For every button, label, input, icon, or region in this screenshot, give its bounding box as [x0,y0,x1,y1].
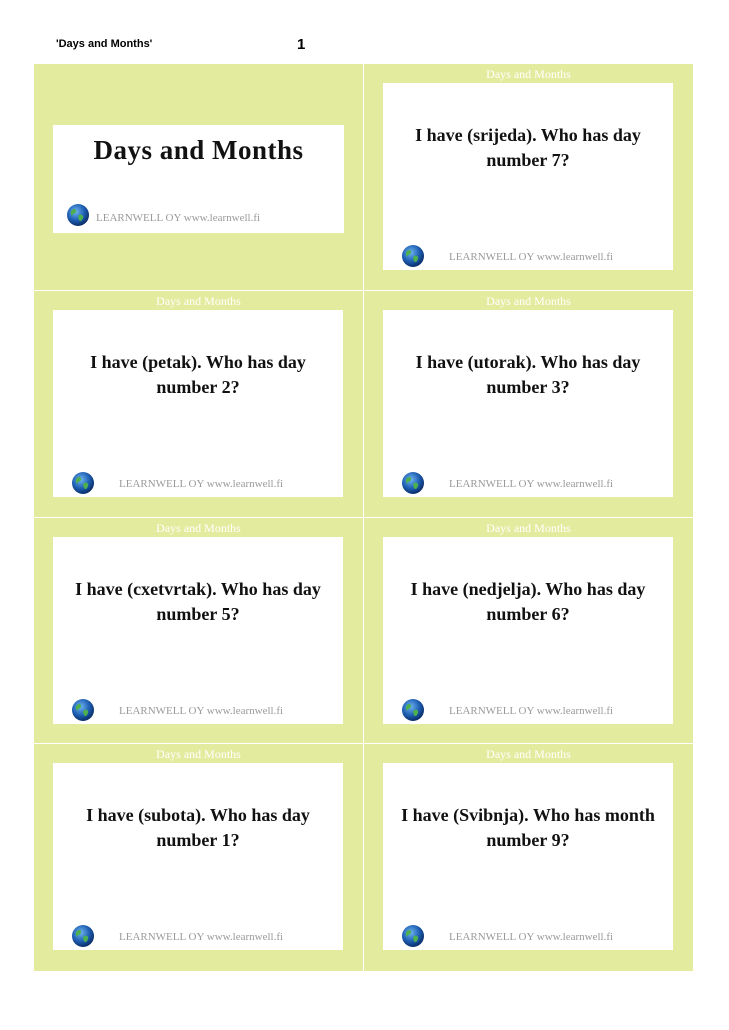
document-header-title: 'Days and Months' [56,38,153,50]
globe-icon [71,471,95,495]
title-card-panel [53,125,344,233]
globe-icon [401,924,425,948]
card [364,64,693,290]
card [364,518,693,744]
card-top-label: Days and Months [156,747,241,761]
card-footer [383,701,673,725]
card-panel [53,537,343,724]
card-footer-text: LEARNWELL OY www.learnwell.fi [119,931,284,943]
card-panel [53,310,343,497]
card [34,291,363,517]
card-footer-text: LEARNWELL OY www.learnwell.fi [449,705,614,717]
card-panel [383,763,673,950]
card-question: I have (utorak). Who has day number 3? [415,352,641,397]
card-question: I have (cxetvrtak). Who has day number 5? [75,579,321,624]
card-question: I have (srijeda). Who has day number 7? [415,125,641,170]
card-top-label: Days and Months [486,67,571,81]
card-footer [383,247,673,271]
card-footer [383,474,673,498]
card-footer-text: LEARNWELL OY www.learnwell.fi [449,251,614,263]
card-top-label: Days and Months [486,521,571,535]
card-question: I have (subota). Who has day number 1? [86,805,310,850]
card [34,744,363,970]
card-panel [383,310,673,497]
card [34,518,363,744]
card-footer [53,927,343,951]
card-panel [383,83,673,270]
globe-icon [66,203,90,227]
title-card-heading: Days and Months [93,135,304,165]
card-question: I have (nedjelja). Who has day number 6? [410,579,646,624]
card-question: I have (Svibnja). Who has month number 9? [401,805,655,850]
card-footer [53,474,343,498]
globe-icon [401,698,425,722]
card-top-label: Days and Months [156,294,241,308]
globe-icon [71,698,95,722]
card-footer-text: LEARNWELL OY www.learnwell.fi [449,931,614,943]
card [364,744,693,970]
card-panel [383,537,673,724]
page-number: 1 [297,36,306,53]
card-footer-text: LEARNWELL OY www.learnwell.fi [449,478,614,490]
title-card-footer: LEARNWELL OY www.learnwell.fi [96,212,261,224]
card-top-label: Days and Months [486,294,571,308]
card-footer-text: LEARNWELL OY www.learnwell.fi [119,478,284,490]
card-top-label: Days and Months [156,521,241,535]
card [364,291,693,517]
card-footer-text: LEARNWELL OY www.learnwell.fi [119,705,284,717]
globe-icon [71,924,95,948]
card-footer [383,927,673,951]
globe-icon [401,244,425,268]
title-card [34,64,363,290]
card-top-label: Days and Months [486,747,571,761]
card-question: I have (petak). Who has day number 2? [90,352,306,397]
card-footer [53,701,343,725]
card-sheet [34,64,693,971]
card-panel [53,763,343,950]
globe-icon [401,471,425,495]
